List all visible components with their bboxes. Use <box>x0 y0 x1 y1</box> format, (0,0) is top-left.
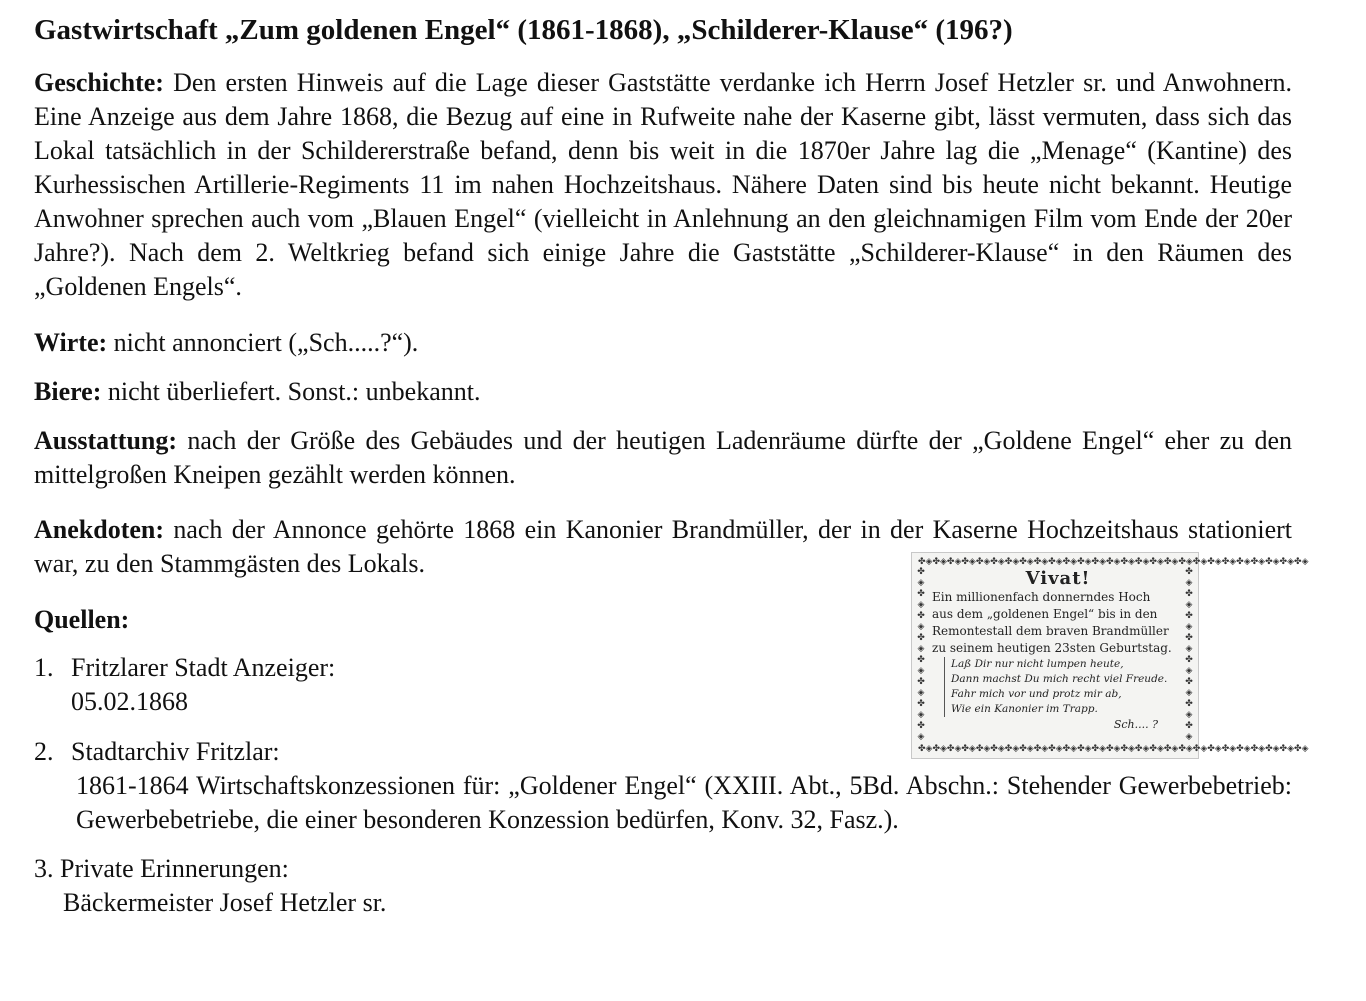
ornament-border-top: ✤◈✤◈✤◈✤◈✤◈✤◈✤◈✤◈✤◈✤◈✤◈✤◈✤◈✤◈✤◈✤◈✤◈✤◈✤◈✤◈✤◈✤◈✤◈✤◈✤◈✤◈✤◈ <box>918 557 1309 567</box>
wirte-label: Wirte: <box>34 328 108 357</box>
verse-line: Fahr mich vor und protz mir ab, <box>951 688 1122 700</box>
biere-text: nicht überliefert. Sonst.: unbekannt. <box>107 377 481 406</box>
source-title: Fritzlarer Stadt Anzeiger: <box>71 653 336 682</box>
source-item-1 <box>34 651 834 719</box>
clipping-line: Remontestall dem braven Brandmüller <box>932 624 1169 638</box>
clipping-title: Vivat! <box>1025 568 1091 589</box>
page-title: Gastwirtschaft „Zum goldenen Engel“ (1861-1868), „Schilderer-Klause“ (196?) <box>34 14 1013 46</box>
clipping-signature: Sch.... ? <box>1113 718 1158 731</box>
biere-label: Biere: <box>34 377 102 406</box>
source-title: Private Erinnerungen: <box>60 854 289 883</box>
source-number: 2. <box>34 737 54 766</box>
clipping-line: zu seinem heutigen 23sten Geburtstag. <box>932 641 1172 655</box>
ornament-border-bottom: ✤◈✤◈✤◈✤◈✤◈✤◈✤◈✤◈✤◈✤◈✤◈✤◈✤◈✤◈✤◈✤◈✤◈✤◈✤◈✤◈✤◈✤◈✤◈✤◈✤◈✤◈✤◈ <box>918 744 1309 754</box>
section-wirte <box>34 326 1292 360</box>
anekdoten-text: nach der Annonce gehörte 1868 ein Kanonier Brandmüller, der in der Kaserne Hochzeitshaus stationiert war, zu den Stammgästen des Lokals. <box>34 515 1293 578</box>
verse-line: Dann machst Du mich recht viel Freude. <box>951 673 1168 685</box>
geschichte-text: Den ersten Hinweis auf die Lage dieser Gaststätte verdanke ich Herrn Josef Hetzler sr. und Anwohnern. Eine Anzeige aus dem Jahre 1868, die Bezug auf eine in Rufweite nahe der Kaserne gibt, lässt vermuten, dass sich das Lokal tatsächlich in der Schildererstraße befand, denn bis weit in die 1870er Jahre lag die „Menage“ (Kantine) des Kurhessischen Artillerie-Regiments 11 im nahen Hochzeitshaus. Nähere Daten sind bis heute nicht bekannt. Heutige Anwohner sprechen auch vom „Blauen Engel“ (vielleicht in Anlehnung an den gleichnamigen Film vom Ende der 20er Jahre?). Nach dem 2. Weltkrieg befand sich einige Jahre die Gaststätte „Schilderer-Klause“ in den Räumen des „Goldenen Engels“. <box>34 68 1293 301</box>
quellen-heading: Quellen: <box>34 605 130 634</box>
ornament-border-right: ✤ ◈ ✤ ◈ ✤ ◈ ✤ ◈ ✤ ◈ ✤ ◈ ✤ ◈ ✤ ◈ <box>1185 567 1193 742</box>
wirte-text: nicht annonciert („Sch.....?“). <box>113 328 419 357</box>
ausstattung-label: Ausstattung: <box>34 426 178 455</box>
clipping-content <box>932 569 1184 732</box>
verse-line: Laß Dir nur nicht lumpen heute, <box>951 658 1124 670</box>
anekdoten-label: Anekdoten: <box>34 515 165 544</box>
source-item-3 <box>34 852 834 920</box>
source-detail: 1861-1864 Wirtschaftskonzessionen für: „Goldener Engel“ (XXIII. Abt., 5Bd. Abschn.: Stehender Gewerbebetrieb: Gewerbebetriebe, die einer besonderen Konzession bedürfen, Konv. 32, Fasz.). <box>76 771 1292 834</box>
ausstattung-text: nach der Größe des Gebäudes und der heutigen Ladenräume dürfte der „Goldene Engel“ eher zu den mittelgroßen Kneipen gezählt werden können. <box>34 426 1292 489</box>
clipping-line: Ein millionenfach donnerndes Hoch <box>932 590 1151 604</box>
source-number: 3. <box>34 854 54 883</box>
clipping-verse <box>944 657 1184 717</box>
source-detail: Bäckermeister Josef Hetzler sr. <box>63 888 387 917</box>
section-biere <box>34 375 1292 409</box>
section-geschichte <box>34 66 1292 304</box>
section-ausstattung <box>34 424 1292 492</box>
clipping-line: aus dem „goldenen Engel“ bis in den <box>932 607 1158 621</box>
source-detail: 05.02.1868 <box>71 687 188 716</box>
source-number: 1. <box>34 653 54 682</box>
verse-line: Wie ein Kanonier im Trapp. <box>951 703 1098 715</box>
newspaper-clipping <box>911 552 1309 759</box>
source-title: Stadtarchiv Fritzlar: <box>71 737 280 766</box>
ornament-border-left: ✤ ◈ ✤ ◈ ✤ ◈ ✤ ◈ ✤ ◈ ✤ ◈ ✤ ◈ ✤ ◈ <box>917 567 925 742</box>
geschichte-label: Geschichte: <box>34 68 164 97</box>
